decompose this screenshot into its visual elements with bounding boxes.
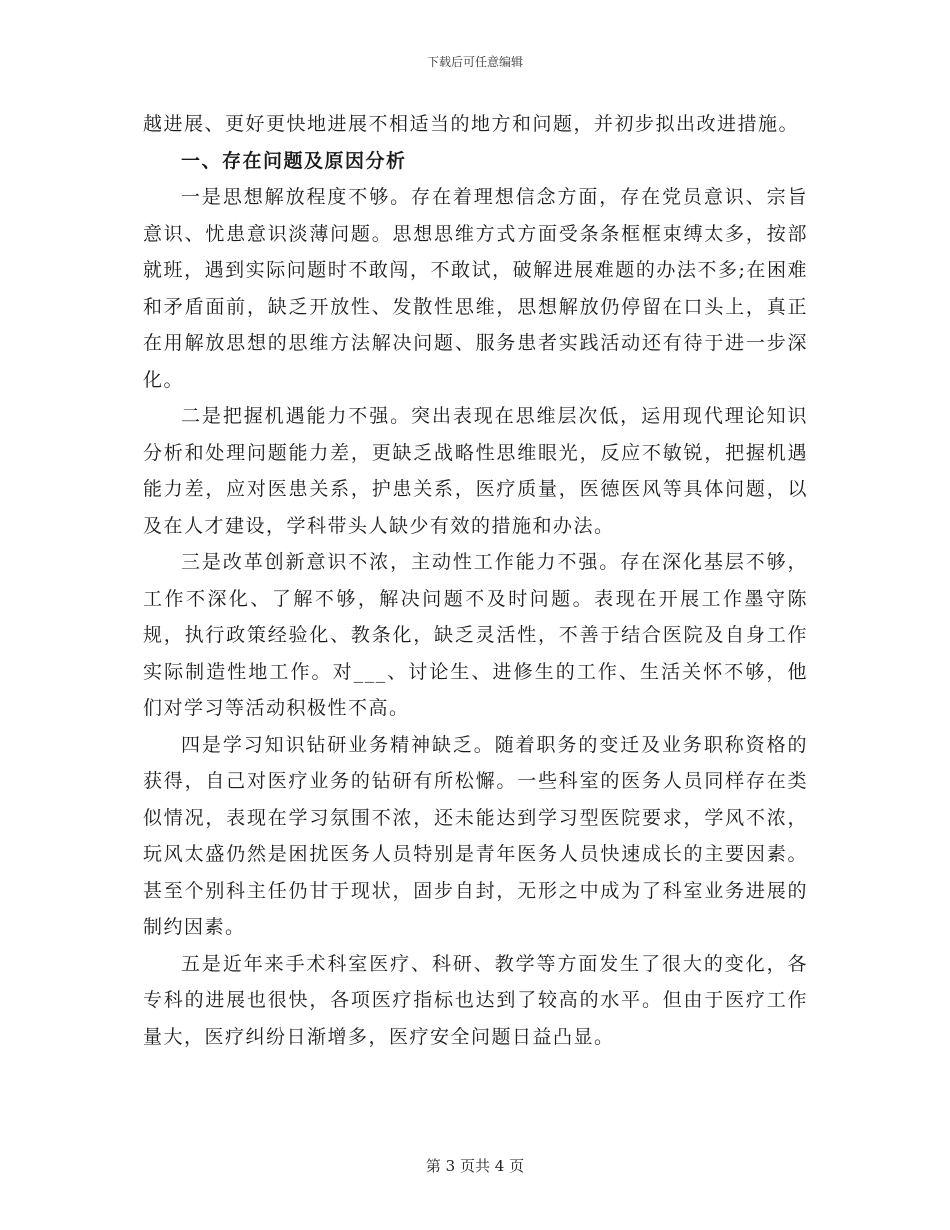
paragraph-4: 四是学习知识钻研业务精神缺乏。随着职务的变迁及业务职称资格的获得，自己对医疗业务的钻研有所松懈。一些科室的医务人员同样存在类似情况，表现在学习氛围不浓，还未能达到学习型医院要求，学风不浓，玩风太盛仍然是困扰医务人员特别是青年医务人员快速成长的主要因素。甚至个别科主任仍甘于现状，固步自封，无形之中成为了科室业务进展的制约因素。 bbox=[143, 733, 808, 938]
page-header: 下载后可任意编辑 bbox=[426, 55, 523, 69]
paragraph-2: 二是把握机遇能力不强。突出表现在思维层次低，运用现代理论知识分析和处理问题能力差，更缺乏战略性思维眼光，反应不敏锐，把握机遇能力差，应对医患关系，护患关系，医疗质量，医德医风等具体问题，以及在人才建设，学科带头人缺少有效的措施和办法。 bbox=[143, 405, 808, 537]
paragraph-5: 五是近年来手术科室医疗、科研、教学等方面发生了很大的变化，各专科的进展也很快，各项医疗指标也达到了较高的水平。但由于医疗工作量大，医疗纠纷日渐增多，医疗安全问题日益凸显。 bbox=[143, 952, 808, 1048]
page-footer: 第 3 页共 4 页 bbox=[425, 1157, 525, 1175]
paragraph-1: 一是思想解放程度不够。存在着理想信念方面，存在党员意识、宗旨意识、忧患意识淡薄问题。思想思维方式方面受条条框框束缚太多，按部就班，遇到实际问题时不敢闯，不敢试，破解进展难题的办法不多;在困难和矛盾面前，缺乏开放性、发散性思维，思想解放仍停留在口头上，真正在用解放思想的思维方法解决问题、服务患者实践活动还有待于进一步深化。 bbox=[143, 186, 808, 391]
paragraph-3: 三是改革创新意识不浓，主动性工作能力不强。存在深化基层不够，工作不深化、了解不够，解决问题不及时问题。表现在开展工作墨守陈规，执行政策经验化、教条化，缺乏灵活性，不善于结合医院及自身工作实际制造性地工作。对___、讨论生、进修生的工作、生活关怀不够，他们对学习等活动积极性不高。 bbox=[143, 551, 808, 719]
document-body bbox=[143, 106, 808, 1055]
section-heading: 一、存在问题及原因分析 bbox=[181, 149, 407, 172]
continuation-paragraph: 越进展、更好更快地进展不相适当的地方和问题，并初步拟出改进措施。 bbox=[143, 113, 800, 135]
